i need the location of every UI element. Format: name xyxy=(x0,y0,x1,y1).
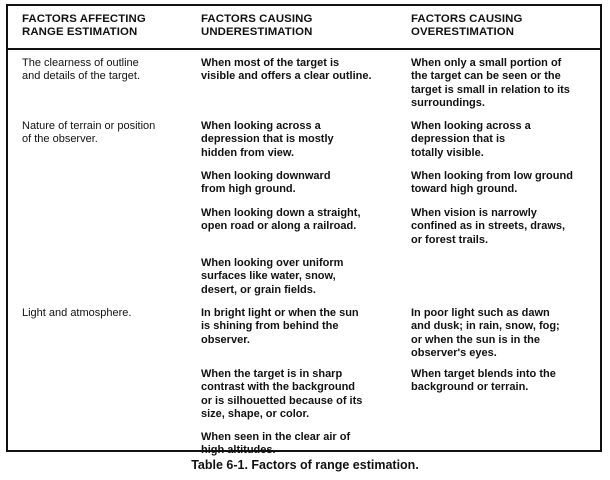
row-light-under-3: When seen in the clear air of high altitudes. xyxy=(201,431,351,457)
header-overestimation: FACTORS CAUSING OVERESTIMATION xyxy=(411,13,523,38)
row-terrain-under-2: When looking downward from high ground. xyxy=(201,170,331,196)
header-factors-affecting: FACTORS AFFECTING RANGE ESTIMATION xyxy=(22,13,146,38)
row-light-over-2: When target blends into the background or terrain. xyxy=(411,368,556,394)
row-light-over-1: In poor light such as dawn and dusk; in rain, snow, fog; or when the sun is in the observer's eyes. xyxy=(411,307,560,359)
row-light-under-1: In bright light or when the sun is shining from behind the observer. xyxy=(201,307,359,346)
header-divider xyxy=(8,48,600,50)
row-clearness-over-1: When only a small portion of the target can be seen or the target is small in relation to its surroundings. xyxy=(411,57,570,109)
table-caption: Table 6-1. Factors of range estimation. xyxy=(191,458,419,472)
row-terrain-over-1: When looking across a depression that is totally visible. xyxy=(411,120,531,159)
row-terrain-under-1: When looking across a depression that is mostly hidden from view. xyxy=(201,120,334,159)
range-estimation-table xyxy=(6,4,602,457)
row-terrain-over-3: When vision is narrowly confined as in streets, draws, or forest trails. xyxy=(411,207,566,246)
row-clearness-under-1: When most of the target is visible and offers a clear outline. xyxy=(201,57,372,83)
row-light-factor: Light and atmosphere. xyxy=(22,307,132,319)
row-light-under-2: When the target is in sharp contrast with the background or is silhouetted because of its size, shape, or color. xyxy=(201,368,363,420)
row-clearness-factor: The clearness of outline and details of the target. xyxy=(22,57,141,83)
header-underestimation: FACTORS CAUSING UNDERESTIMATION xyxy=(201,13,313,38)
row-terrain-under-4: When looking over uniform surfaces like water, snow, desert, or grain fields. xyxy=(201,257,344,296)
row-terrain-under-3: When looking down a straight, open road or along a railroad. xyxy=(201,207,361,233)
row-terrain-factor: Nature of terrain or position of the observer. xyxy=(22,120,156,146)
row-terrain-over-2: When looking from low ground toward high ground. xyxy=(411,170,573,196)
